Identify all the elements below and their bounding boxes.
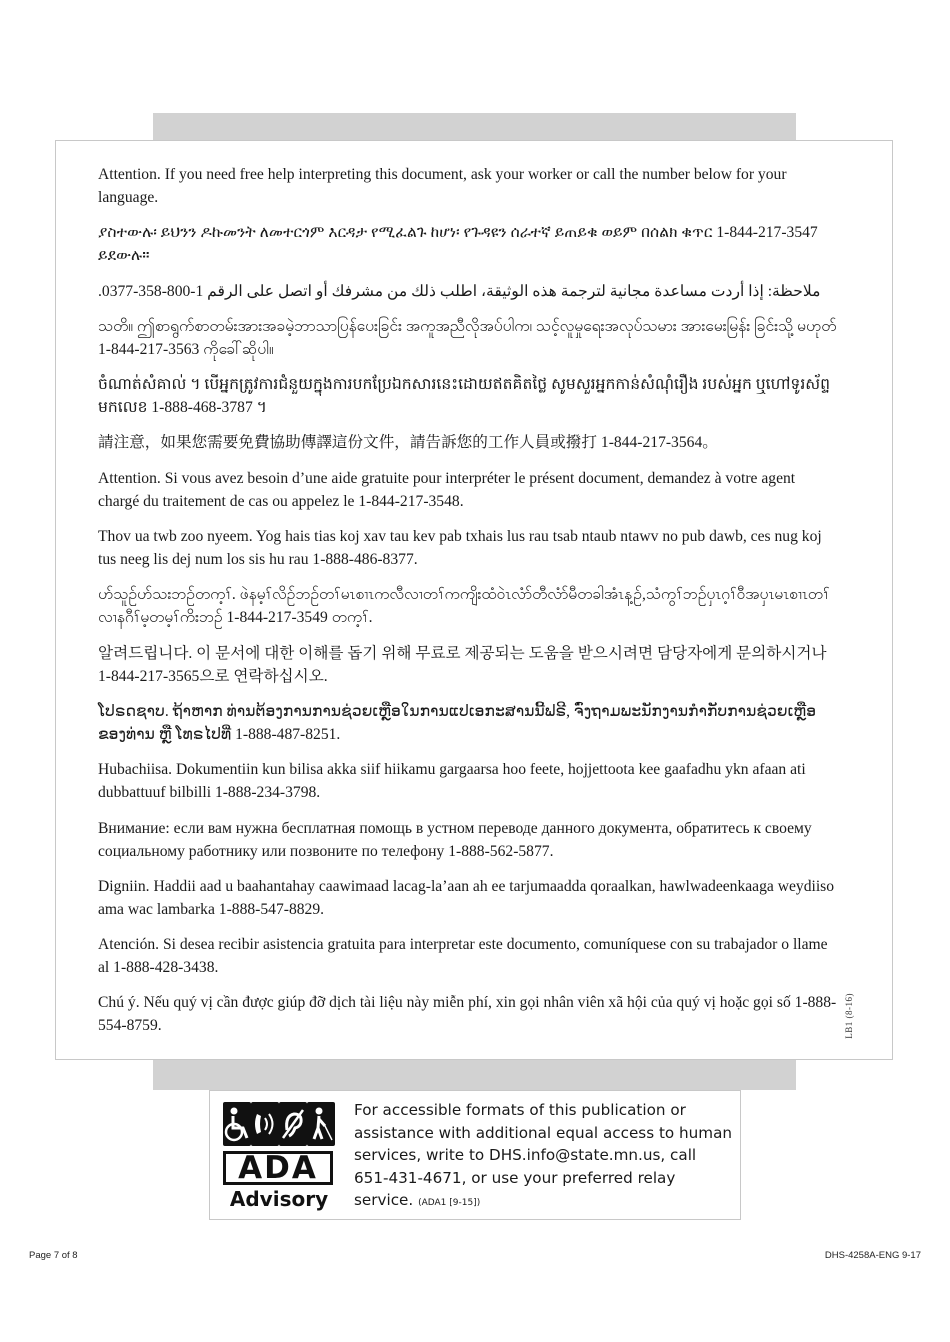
language-notice-box [55,140,893,1060]
wheelchair-icon [223,1102,251,1146]
notice-vietnamese: Chú ý. Nếu quý vị cần được giúp đỡ dịch tài liệu này miễn phí, xin gọi nhân viên xã hội của quý vị hoặc gọi số 1-888-554-8759. [98,994,837,1035]
page-number: Page 7 of 8 [29,1250,78,1261]
ada-icons-row [223,1101,333,1147]
notice-somali: Digniin. Haddii aad u baahantahay caawimaad lacag-la’aan ah ee tarjumaadda qoraalkan, hawlwadeenkaaga weydiiso ama wac lambarka 1-888-547-8829. [98,877,835,918]
notice-amharic: ያስተውሉ፡ ይህንን ዶኩመንት ለመተርጎም እርዳታ የሚፈልጉ ከሆነ፡ የጉዳዩን ሰራተኛ ይጠይቁ ወይም በሰልክ ቁጥር 1-844-217-3547 ይደውሉ። [98,224,818,265]
notice-list [98,163,840,1050]
notice-lao: ໂປຣດຊາບ. ຖ້າຫາກ ທ່ານຕ້ອງການການຊ່ວຍເຫຼືອໃນການແປເອກະສານນີ້ຟຣີ, ຈົ່ງຖາມພະນັກງານກໍາກັບການຊ່ວຍເຫຼືອ ຂອງທ່ານ ຫຼື ໂທຣໄປທີ່ 1-888-487-8251. [98,702,817,743]
phone-hearing-icon [251,1102,279,1146]
notice-hmong: Thov ua twb zoo nyeem. Yog hais tias koj xav tau kev pab txhais lus rau tsab ntaub ntawv no pub dawb, ces nug koj tus neeg lis dej num los sis hu rau 1-888-486-8377. [98,528,822,569]
notice-spanish: Atención. Si desea recibir asistencia gratuita para interpretar este documento, comuníquese con su trabajador o llame al 1-888-428-3438. [98,936,828,977]
advisory-wordmark: Advisory [229,1187,329,1211]
ada-text-body: For accessible formats of this publication or assistance with additional equal access to human services, write to DHS.info@state.mn.us, call 651-431-4671, or use your preferred relay service. [354,1101,732,1209]
notice-french: Attention. Si vous avez besoin d’une aide gratuite pour interpréter le présent document, demandez à votre agent chargé du traitement de cas ou appelez le 1-844-217-3548. [98,469,796,510]
notice-english: Attention. If you need free help interpreting this document, ask your worker or call the number below for your language. [98,166,787,206]
ada-logo [223,1101,337,1213]
top-gray-band [153,113,796,141]
notice-oromo: Hubachiisa. Dokumentiin kun bilisa akka siif hiikamu gargaarsa hoo feete, hojjettoota kee gaafadhu ykn afaan ati dubbattuuf bilbilli 1-888-234-3798. [98,761,806,802]
notice-karen: ဟ်သူဉ်ဟ်သးဘဉ်တက့ၢ်. ဖဲနမ့ၢ်လိဉ်ဘဉ်တၢ်မၤစၢၤကလီလၢတၢ်ကကျိးထံဝဲၤလံာ်တီလံာ်မီတခါအံၤန့ဉ်,သံကွၢ်ဘဉ်ပှၤဂ့ၢ်ဝီအပှၤမၤစၢၤတၢ်လၢနဂီၢ်မ့တမ့ၢ်ကိးဘဉ် 1-844-217-3549 တက့ၢ်. [98,586,830,627]
ada-accessibility-text [354,1099,734,1215]
bottom-gray-band [153,1060,796,1090]
document-id: DHS-4258A-ENG 9-17 [824,1250,921,1261]
notice-russian: Внимание: если вам нужна бесплатная помощь в устном переводе данного документа, обратитесь к своему социальному работнику или позвоните по телефону 1-888-562-5877. [98,819,812,860]
form-code: LB1 (8-16) [844,993,854,1039]
blind-cane-icon [307,1102,335,1146]
notice-burmese: သတိ။ ဤစာရွက်စာတမ်းအားအခမဲ့ဘာသာပြန်ပေးခြင်း အကူအညီလိုအပ်ပါက၊ သင့်လူမှုရေးအလုပ်သမား အားမေးမြန်း ခြင်းသို့ မဟုတ် 1-844-217-3563 ကိုခေါ်ဆိုပါ။ [98,317,837,358]
notice-chinese: 請注意，如果您需要免費協助傳譯這份文件，請告訴您的工作人員或撥打 1-844-217-3564。 [98,434,718,452]
ada-wordmark: ADA [223,1151,333,1185]
ada-text-code: (ADA1 [9-15]) [418,1198,481,1208]
notice-korean: 알려드립니다. 이 문서에 대한 이해를 돕기 위해 무료로 제공되는 도움을 받으시려면 담당자에게 문의하시거나 1-844-217-3565으로 연락하십시오. [98,644,827,685]
hearing-icon [279,1102,307,1146]
ada-advisory-box [209,1090,741,1220]
notice-khmer: ចំណាត់សំគាល់ ។ បើអ្នកត្រូវការជំនួយក្នុងការបកប្រែឯកសារនេះដោយឥតគិតថ្លៃ សូមសួរអ្នកកាន់សំណុំរឿង របស់អ្នក ឬហៅទូរស័ព្ទមកលេខ 1-888-468-3787 ។ [98,376,831,417]
notice-arabic: ملاحظة: إذا أردت مساعدة مجانية لترجمة هذه الوثيقة، اطلب ذلك من مشرفك أو اتصل على الرقم 1-800-358-0377. [98,282,821,300]
